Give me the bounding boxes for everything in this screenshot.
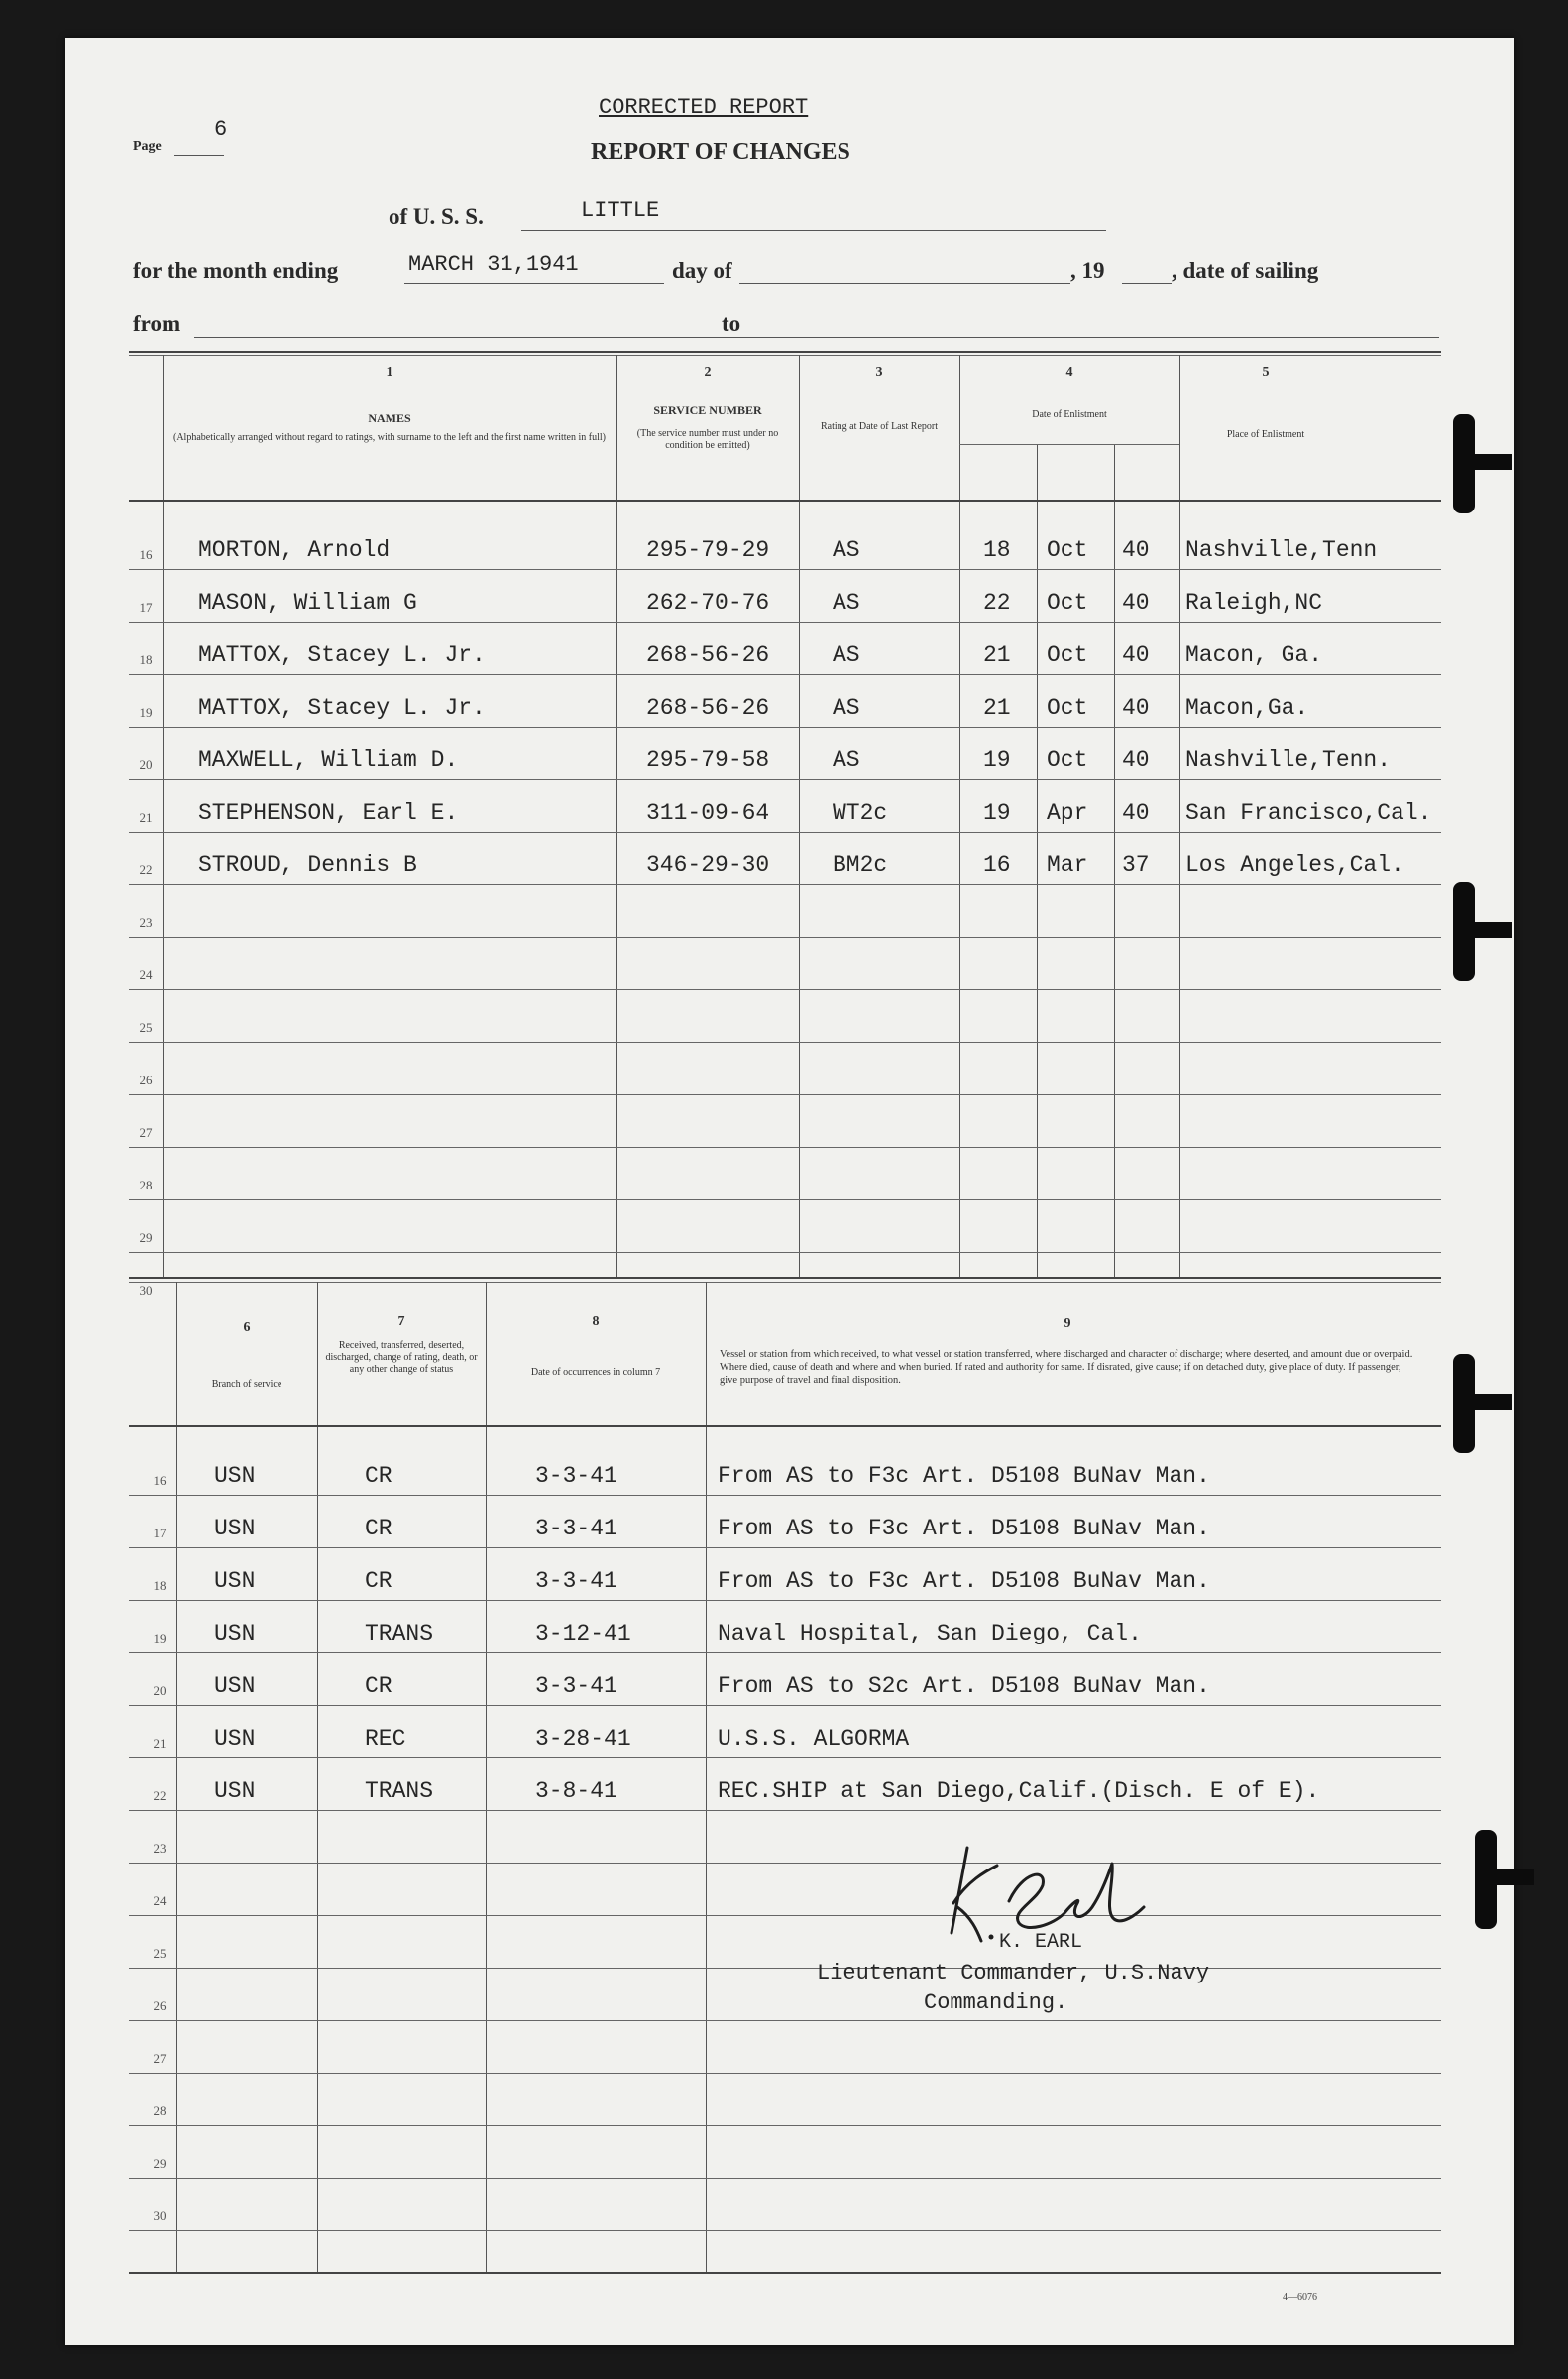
col-1-number: 1: [386, 365, 393, 380]
signer-name: K. EARL: [999, 1931, 1083, 1954]
enlist-year-cell: 40: [1122, 800, 1150, 826]
row-number: 16: [139, 547, 153, 562]
col-3-number: 3: [875, 365, 883, 380]
date-cell: 3-3-41: [535, 1568, 617, 1594]
rating-cell: AS: [833, 537, 860, 563]
col-2-number: 2: [704, 365, 712, 380]
enlist-month-cell: Oct: [1047, 695, 1088, 721]
report-page: [65, 38, 1514, 2345]
branch-cell: USN: [214, 1778, 256, 1804]
row-number: 22: [139, 862, 153, 877]
row-number: 23: [153, 1841, 167, 1856]
page-label: Page: [133, 139, 162, 154]
remarks-cell: From AS to F3c Art. D5108 BuNav Man.: [718, 1568, 1210, 1594]
row-number: 27: [153, 2051, 167, 2066]
name-cell: STEPHENSON, Earl E.: [198, 800, 459, 826]
enlist-year-cell: 40: [1122, 642, 1150, 668]
change-cell: REC: [365, 1726, 406, 1752]
change-cell: TRANS: [365, 1621, 434, 1646]
col-4-title: Date of Enlistment: [1032, 409, 1107, 420]
month-ending-label: for the month ending: [133, 258, 339, 283]
enlist-month-cell: Oct: [1047, 747, 1088, 773]
row-number: 26: [139, 1073, 153, 1087]
row-number: 16: [153, 1473, 167, 1488]
place-cell: Los Angeles,Cal.: [1185, 852, 1404, 878]
row-number: 19: [153, 1631, 167, 1645]
enlist-day-cell: 22: [983, 590, 1011, 616]
year-label: , 19: [1070, 258, 1105, 283]
col-6-number: 6: [243, 1320, 251, 1335]
change-cell: TRANS: [365, 1778, 434, 1804]
row-number: 24: [139, 967, 153, 982]
branch-cell: USN: [214, 1568, 256, 1594]
rating-cell: AS: [833, 590, 860, 616]
row-number: 17: [153, 1526, 167, 1540]
ship-name: LITTLE: [581, 198, 660, 223]
date-cell: 3-3-41: [535, 1463, 617, 1489]
enlist-day-cell: 21: [983, 695, 1011, 721]
row-number: 18: [139, 652, 153, 667]
name-cell: MASON, William G: [198, 590, 417, 616]
row-number: 30: [153, 2209, 167, 2223]
uss-label: of U. S. S.: [389, 204, 484, 229]
binder-tab: [1453, 1354, 1512, 1453]
page-number: 6: [214, 117, 228, 142]
service-number-cell: 268-56-26: [646, 695, 770, 721]
row-number: 21: [153, 1736, 167, 1751]
rating-cell: WT2c: [833, 800, 888, 826]
col-3-title: Rating at Date of Last Report: [820, 421, 939, 432]
day-of-label: day of: [672, 258, 732, 283]
change-cell: CR: [365, 1516, 392, 1541]
remarks-cell: Naval Hospital, San Diego, Cal.: [718, 1621, 1142, 1646]
enlist-year-cell: 40: [1122, 747, 1150, 773]
corrected-report-stamp: CORRECTED REPORT: [599, 95, 809, 120]
binder-tab: [1475, 1830, 1534, 1929]
rating-cell: AS: [833, 695, 860, 721]
report-title: REPORT OF CHANGES: [591, 139, 850, 165]
rating-cell: AS: [833, 747, 860, 773]
signer-title: Lieutenant Commander, U.S.Navy: [817, 1961, 1210, 1985]
service-number-cell: 268-56-26: [646, 642, 770, 668]
binder-tab: [1453, 882, 1512, 981]
col-2-title: SERVICE NUMBER: [653, 403, 762, 417]
date-cell: 3-3-41: [535, 1673, 617, 1699]
enlist-month-cell: Oct: [1047, 642, 1088, 668]
sailing-label: , date of sailing: [1172, 258, 1319, 283]
change-cell: CR: [365, 1673, 392, 1699]
branch-cell: USN: [214, 1621, 256, 1646]
remarks-cell: From AS to F3c Art. D5108 BuNav Man.: [718, 1463, 1210, 1489]
remarks-cell: From AS to S2c Art. D5108 BuNav Man.: [718, 1673, 1210, 1699]
branch-cell: USN: [214, 1726, 256, 1752]
place-cell: Nashville,Tenn: [1185, 537, 1378, 563]
service-number-cell: 295-79-29: [646, 537, 770, 563]
col-2-subtitle: (The service number must under no condition be emitted): [636, 428, 779, 451]
row-number: 28: [139, 1178, 153, 1192]
service-number-cell: 346-29-30: [646, 852, 770, 878]
binder-tab: [1453, 414, 1512, 513]
change-cell: CR: [365, 1568, 392, 1594]
col-5-title: Place of Enlistment: [1226, 429, 1305, 440]
name-cell: MATTOX, Stacey L. Jr.: [198, 642, 486, 668]
signer-role: Commanding.: [924, 1990, 1068, 2015]
enlist-month-cell: Apr: [1047, 800, 1088, 826]
col-1-subtitle: (Alphabetically arranged without regard to ratings, with surname to the left and the first name written in full): [173, 432, 606, 443]
row-number: 17: [139, 600, 153, 615]
enlist-day-cell: 21: [983, 642, 1011, 668]
row-number: 30: [139, 1283, 153, 1298]
enlist-month-cell: Mar: [1047, 852, 1088, 878]
enlist-year-cell: 40: [1122, 695, 1150, 721]
date-cell: 3-12-41: [535, 1621, 631, 1646]
branch-cell: USN: [214, 1516, 256, 1541]
enlist-day-cell: 18: [983, 537, 1011, 563]
row-number: 26: [153, 1998, 167, 2013]
col-1-title: NAMES: [368, 411, 411, 425]
row-number: 18: [153, 1578, 167, 1593]
row-number: 20: [153, 1683, 167, 1698]
remarks-cell: U.S.S. ALGORMA: [718, 1726, 910, 1752]
col-6-title: Branch of service: [211, 1379, 282, 1390]
remarks-cell: From AS to F3c Art. D5108 BuNav Man.: [718, 1516, 1210, 1541]
rating-cell: AS: [833, 642, 860, 668]
row-number: 19: [139, 705, 153, 720]
service-number-cell: 295-79-58: [646, 747, 770, 773]
col-7-title: Received, transferred, deserted, discharged, change of rating, death, or any other change of status: [325, 1340, 478, 1375]
form-number: 4—6076: [1283, 2292, 1317, 2303]
service-number-cell: 262-70-76: [646, 590, 770, 616]
row-number: 24: [153, 1893, 167, 1908]
date-cell: 3-8-41: [535, 1778, 617, 1804]
col-9-number: 9: [1064, 1316, 1071, 1331]
name-cell: MORTON, Arnold: [198, 537, 391, 563]
date-cell: 3-3-41: [535, 1516, 617, 1541]
enlist-day-cell: 16: [983, 852, 1011, 878]
service-number-cell: 311-09-64: [646, 800, 770, 826]
name-cell: MAXWELL, William D.: [198, 747, 459, 773]
rating-cell: BM2c: [833, 852, 888, 878]
row-number: 21: [139, 810, 153, 825]
col-8-title: Date of occurrences in column 7: [530, 1367, 661, 1378]
place-cell: Macon, Ga.: [1185, 642, 1323, 668]
place-cell: Macon,Ga.: [1185, 695, 1309, 721]
row-number: 27: [139, 1125, 153, 1140]
col-8-number: 8: [592, 1314, 600, 1329]
branch-cell: USN: [214, 1673, 256, 1699]
place-cell: Raleigh,NC: [1185, 590, 1323, 616]
branch-cell: USN: [214, 1463, 256, 1489]
col-4-number: 4: [1065, 365, 1073, 380]
enlist-day-cell: 19: [983, 800, 1011, 826]
col-9-title: Vessel or station from which received, to what vessel or station transferred, where discharged and character of discharge; where deserted, and amount due or overpaid. Where died, cause of death and where and when buried. If rated and authority for same. If disrated, give cause; if on detached duty, give place of duty. If passenger, give purpose of travel and final disposition.: [720, 1349, 1413, 1386]
col-5-number: 5: [1262, 365, 1270, 380]
col-7-number: 7: [397, 1314, 405, 1329]
row-number: 25: [139, 1020, 153, 1035]
change-cell: CR: [365, 1463, 392, 1489]
enlist-year-cell: 40: [1122, 590, 1150, 616]
enlist-month-cell: Oct: [1047, 537, 1088, 563]
place-cell: Nashville,Tenn.: [1185, 747, 1392, 773]
to-label: to: [722, 311, 741, 336]
row-number: 20: [139, 757, 153, 772]
enlist-month-cell: Oct: [1047, 590, 1088, 616]
month-ending-value: MARCH 31,1941: [408, 252, 579, 277]
name-cell: MATTOX, Stacey L. Jr.: [198, 695, 486, 721]
row-number: 25: [153, 1946, 167, 1961]
row-number: 22: [153, 1788, 167, 1803]
from-label: from: [133, 311, 181, 336]
date-cell: 3-28-41: [535, 1726, 631, 1752]
row-number: 29: [153, 2156, 167, 2171]
name-cell: STROUD, Dennis B: [198, 852, 417, 878]
place-cell: San Francisco,Cal.: [1185, 800, 1432, 826]
enlist-year-cell: 37: [1122, 852, 1150, 878]
enlist-day-cell: 19: [983, 747, 1011, 773]
row-number: 29: [139, 1230, 153, 1245]
row-number: 28: [153, 2103, 167, 2118]
remarks-cell: REC.SHIP at San Diego,Calif.(Disch. E of E).: [718, 1778, 1320, 1804]
enlist-year-cell: 40: [1122, 537, 1150, 563]
row-number: 23: [139, 915, 153, 930]
